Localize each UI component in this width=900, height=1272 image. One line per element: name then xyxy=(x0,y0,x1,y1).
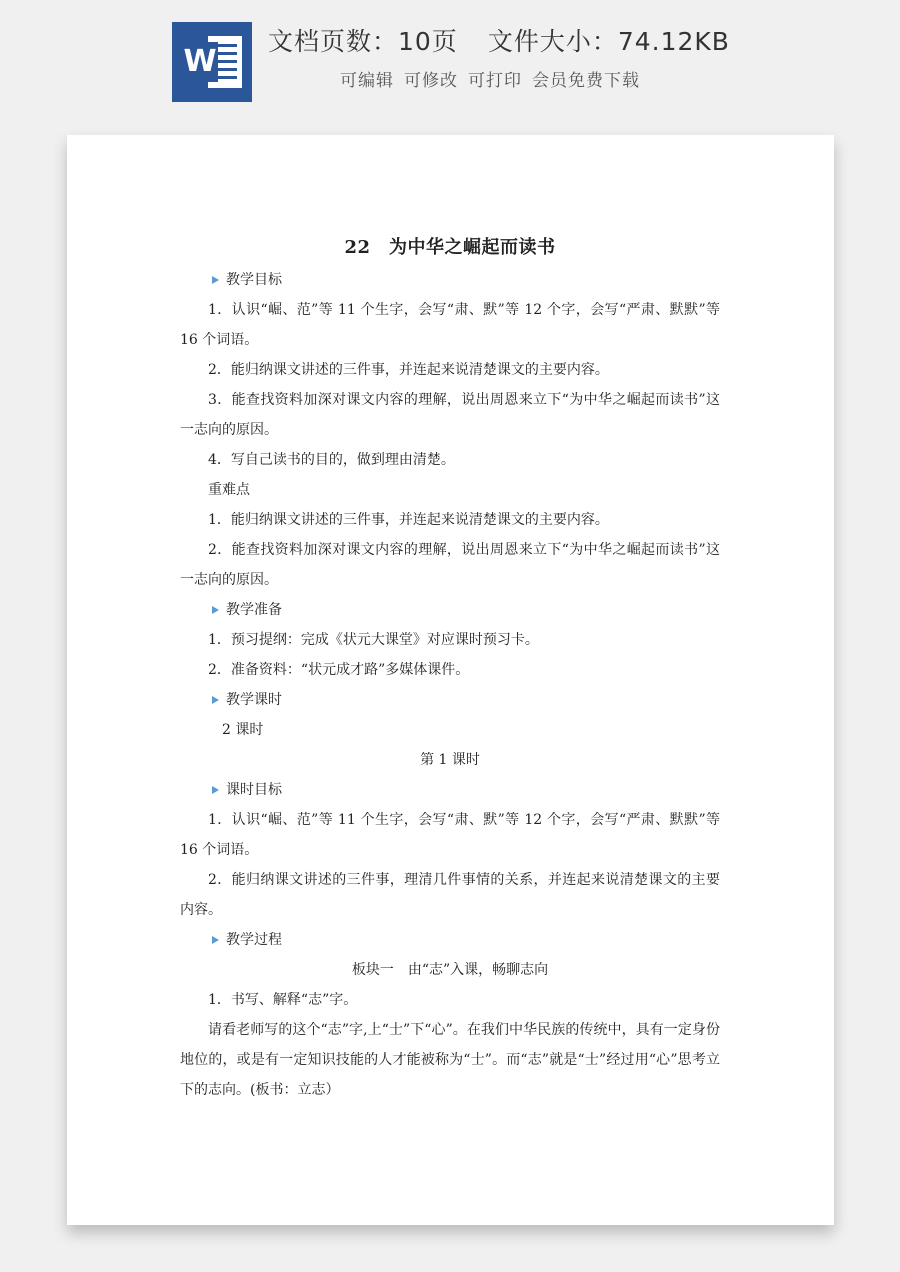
section-heading-process: 教学过程 xyxy=(180,925,720,955)
goal-item-2: 2．能归纳课文讲述的三件事，并连起来说清楚课文的主要内容。 xyxy=(208,362,609,378)
key-points-label: 重难点 xyxy=(208,482,250,498)
file-meta xyxy=(268,22,730,58)
section-heading-lesson-goals: 课时目标 xyxy=(180,775,720,805)
download-info-header xyxy=(0,0,900,120)
document-page xyxy=(67,135,834,1225)
goal-item-1: 1．认识“崛、范”等 11 个生字，会写“肃、默”等 12 个字，会写“严肃、默默”等 16 个词语。 xyxy=(180,302,720,348)
feature-editable: 可编辑 xyxy=(340,71,394,91)
document-title: 22 为中华之崛起而读书 xyxy=(344,237,556,258)
feature-member-download: 会员免费下载 xyxy=(532,71,640,91)
section-heading-goals: 教学目标 xyxy=(180,265,720,295)
prep-item-1: 1．预习提纲：完成《状元大课堂》对应课时预习卡。 xyxy=(208,632,539,648)
process-step-1: 1．书写、解释“志”字。 xyxy=(208,992,358,1008)
section-heading-hours: 教学课时 xyxy=(180,685,720,715)
triangle-bullet-icon xyxy=(212,696,219,704)
feature-list xyxy=(340,66,650,92)
triangle-bullet-icon xyxy=(212,606,219,614)
key-point-item-1: 1．能归纳课文讲述的三件事，并连起来说清楚课文的主要内容。 xyxy=(208,512,609,528)
triangle-bullet-icon xyxy=(212,786,219,794)
block-1-heading: 板块一 由“志”入课，畅聊志向 xyxy=(351,962,549,978)
word-logo-letter: W xyxy=(182,42,218,82)
triangle-bullet-icon xyxy=(212,276,219,284)
page-count: 文档页数：10页 xyxy=(268,27,458,56)
section-heading-prep: 教学准备 xyxy=(180,595,720,625)
key-point-item-2: 2．能查找资料加深对课文内容的理解，说出周恩来立下“为中华之崛起而读书”这一志向的原因。 xyxy=(180,542,720,588)
document-content xyxy=(180,231,720,1105)
word-doc-icon xyxy=(172,22,252,102)
process-paragraph-1: 请看老师写的这个“志”字,上“士”下“心”。在我们中华民族的传统中，具有一定身份地位的，或是有一定知识技能的人才能被称为“士”。而“志”就是“士”经过用“心”思考立下的志向。(板书：立志） xyxy=(180,1022,720,1098)
feature-printable: 可打印 xyxy=(468,71,522,91)
lesson-1-heading: 第 1 课时 xyxy=(420,752,480,768)
lesson-goal-item-1: 1．认识“崛、范”等 11 个生字，会写“肃、默”等 12 个字，会写“严肃、默默”等 16 个词语。 xyxy=(180,812,720,858)
file-size: 文件大小：74.12KB xyxy=(487,27,730,56)
hours-value: 2 课时 xyxy=(222,722,264,738)
prep-item-2: 2．准备资料：“状元成才路”多媒体课件。 xyxy=(208,662,470,678)
goal-item-3: 3．能查找资料加深对课文内容的理解，说出周恩来立下“为中华之崛起而读书”这一志向的原因。 xyxy=(180,392,720,438)
feature-modifiable: 可修改 xyxy=(404,71,458,91)
goal-item-4: 4．写自己读书的目的，做到理由清楚。 xyxy=(208,452,455,468)
lesson-goal-item-2: 2．能归纳课文讲述的三件事，理清几件事情的关系，并连起来说清楚课文的主要内容。 xyxy=(180,872,720,918)
triangle-bullet-icon xyxy=(212,936,219,944)
